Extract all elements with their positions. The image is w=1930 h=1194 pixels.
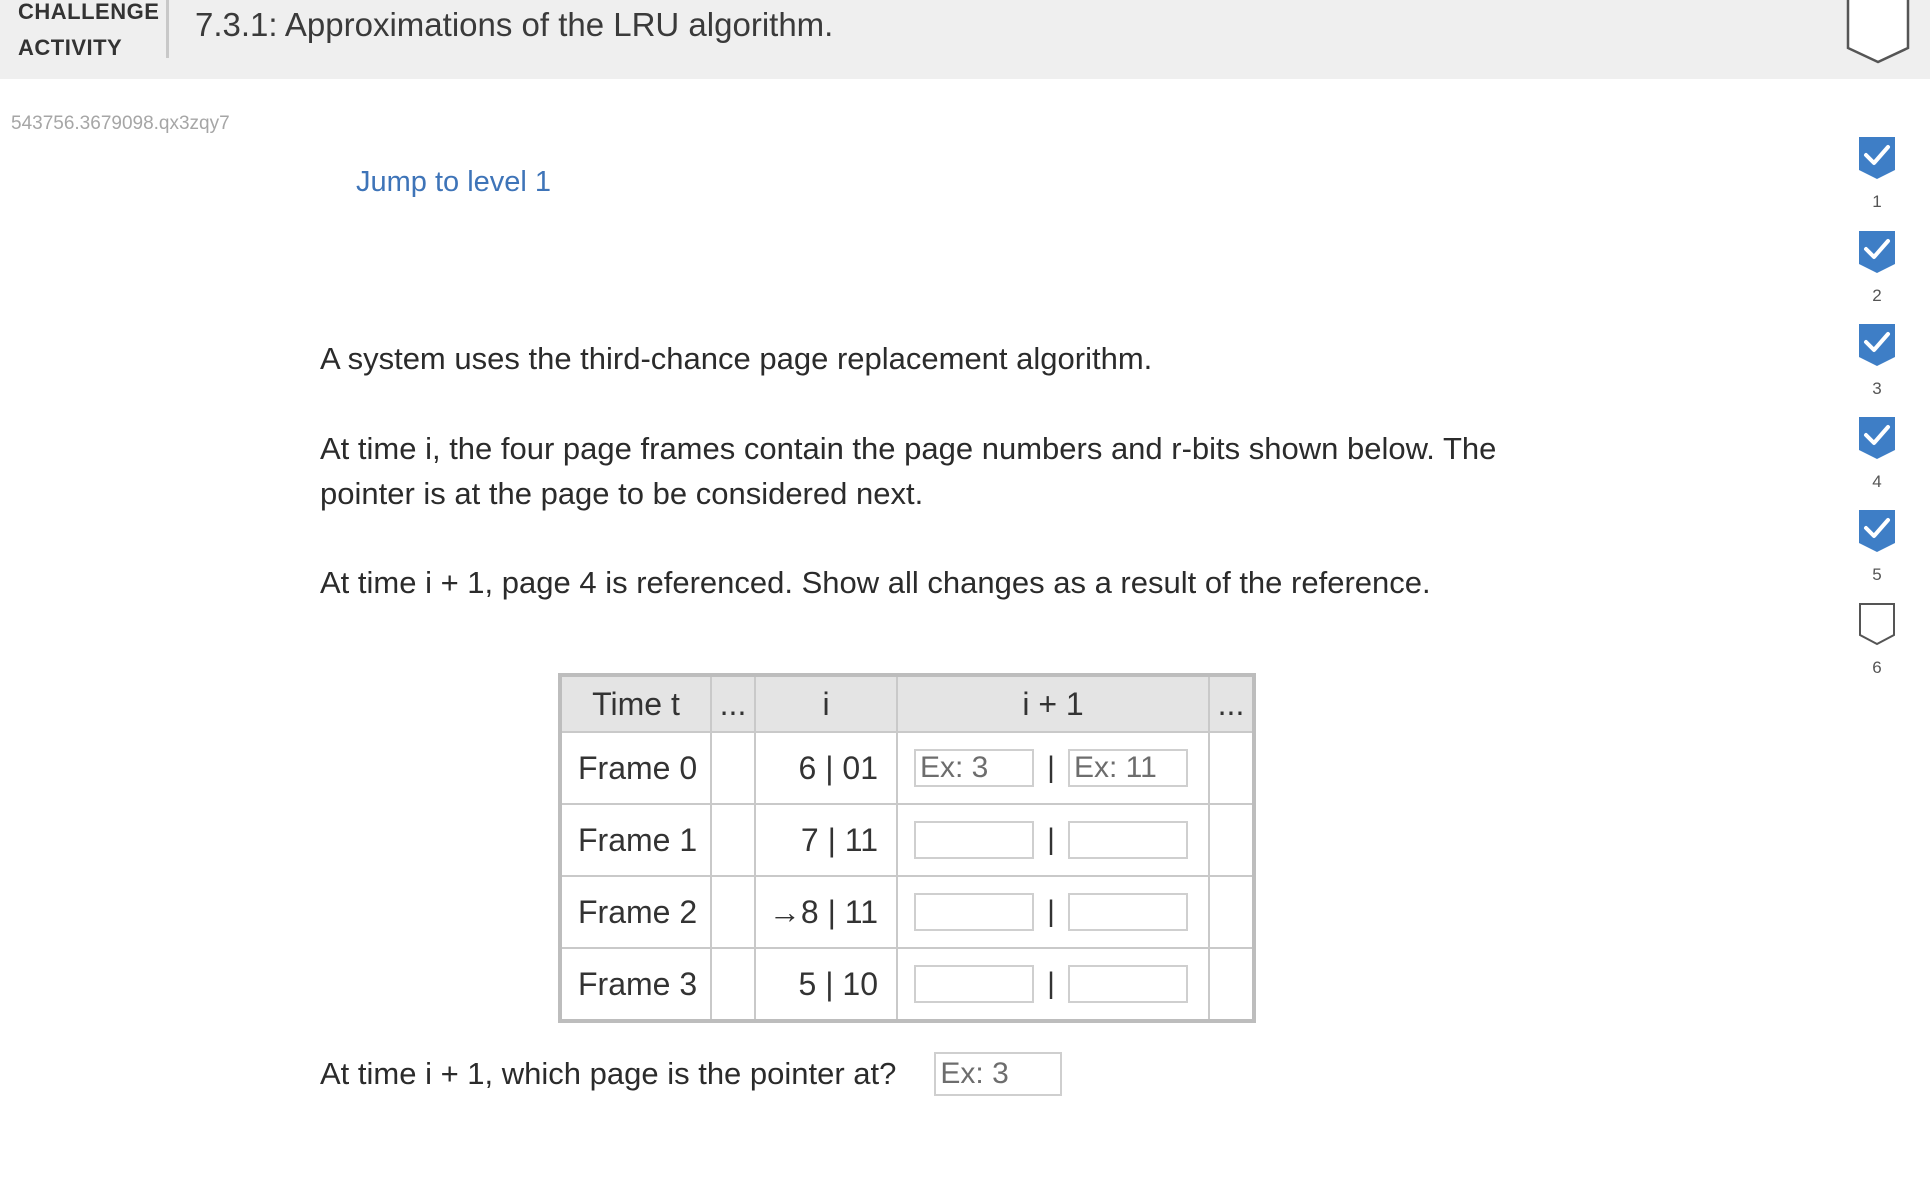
level-3-indicator[interactable] <box>1855 323 1899 403</box>
question-paragraph-3: At time i + 1, page 4 is referenced. Show all changes as a result of the reference. <box>320 565 1431 600</box>
level-number: 4 <box>1872 472 1882 491</box>
frame-label: Frame 3 <box>560 948 711 1021</box>
level-2-indicator[interactable] <box>1855 230 1899 310</box>
dots-cell <box>1209 804 1254 876</box>
dots-cell <box>711 732 755 804</box>
field-separator: | <box>1047 823 1055 856</box>
level-4-indicator[interactable] <box>1855 416 1899 496</box>
time-header: Time t <box>560 675 711 732</box>
frame-0-page-input[interactable] <box>914 749 1034 787</box>
page-frame-table <box>558 673 1256 1023</box>
pointer-question-text: At time i + 1, which page is the pointer at? <box>320 1056 897 1091</box>
frame-value-at-i: 7 | 11 <box>755 804 897 876</box>
frame-3-rbits-input[interactable] <box>1068 965 1188 1003</box>
activity-type-line-1: CHALLENGE <box>18 0 160 24</box>
frame-1-rbits-input[interactable] <box>1068 821 1188 859</box>
frame-answer-cell <box>897 804 1209 876</box>
frame-value-at-i: 6 | 01 <box>755 732 897 804</box>
activity-type-line-2: ACTIVITY <box>18 35 123 60</box>
question-paragraph-1: A system uses the third-chance page replacement algorithm. <box>320 341 1153 376</box>
dots-cell <box>1209 948 1254 1021</box>
frame-label: Frame 2 <box>560 876 711 948</box>
level-6-indicator[interactable] <box>1855 602 1899 682</box>
frame-2-page-input[interactable] <box>914 893 1034 931</box>
activity-header <box>0 0 1930 79</box>
dots-cell <box>711 948 755 1021</box>
activity-id: 543756.3679098.qx3zqy7 <box>11 113 230 134</box>
frame-2-rbits-input[interactable] <box>1068 893 1188 931</box>
level-number: 1 <box>1872 192 1882 211</box>
dots-cell <box>711 876 755 948</box>
table-row <box>560 732 1254 804</box>
table-row <box>560 876 1254 948</box>
frame-1-page-input[interactable] <box>914 821 1034 859</box>
frame-value-at-i: →8 | 11 <box>755 876 897 948</box>
table-header-row <box>560 675 1254 732</box>
header-divider <box>166 0 169 58</box>
frame-label: Frame 0 <box>560 732 711 804</box>
jump-to-level-link[interactable]: Jump to level 1 <box>356 166 552 198</box>
dots-right-header: ... <box>1209 675 1254 732</box>
check-badge-icon <box>1858 230 1896 274</box>
level-5-indicator[interactable] <box>1855 509 1899 589</box>
field-separator: | <box>1047 967 1055 1000</box>
frame-answer-cell <box>897 948 1209 1021</box>
frame-label: Frame 1 <box>560 804 711 876</box>
level-1-indicator[interactable] <box>1855 136 1899 216</box>
table-row <box>560 804 1254 876</box>
time-i-plus-1-header: i + 1 <box>897 675 1209 732</box>
dots-left-header: ... <box>711 675 755 732</box>
check-badge-icon <box>1858 509 1896 553</box>
check-badge-icon <box>1858 136 1896 180</box>
level-number: 3 <box>1872 379 1882 398</box>
dots-cell <box>711 804 755 876</box>
frame-answer-cell <box>897 732 1209 804</box>
check-badge-icon <box>1858 416 1896 460</box>
dots-cell <box>1209 876 1254 948</box>
level-number: 2 <box>1872 286 1882 305</box>
dots-cell <box>1209 732 1254 804</box>
time-i-header: i <box>755 675 897 732</box>
level-number: 6 <box>1872 658 1882 677</box>
question-paragraph-2: At time i, the four page frames contain the page numbers and r-bits shown below. The pointer is at the page to be considered next. <box>320 431 1497 511</box>
table-row <box>560 948 1254 1021</box>
pointer-page-input[interactable] <box>934 1052 1062 1096</box>
level-number: 5 <box>1872 565 1882 584</box>
activity-title: 7.3.1: Approximations of the LRU algorithm. <box>195 6 834 43</box>
frame-value-at-i: 5 | 10 <box>755 948 897 1021</box>
field-separator: | <box>1047 895 1055 928</box>
pointer-question <box>320 1052 1062 1096</box>
activity-type-label <box>18 0 158 66</box>
frame-answer-cell <box>897 876 1209 948</box>
check-badge-icon <box>1858 323 1896 367</box>
field-separator: | <box>1047 751 1055 784</box>
frame-0-rbits-input[interactable] <box>1068 749 1188 787</box>
empty-badge-icon <box>1858 602 1896 646</box>
frame-3-page-input[interactable] <box>914 965 1034 1003</box>
completion-badge-icon <box>1846 0 1910 66</box>
